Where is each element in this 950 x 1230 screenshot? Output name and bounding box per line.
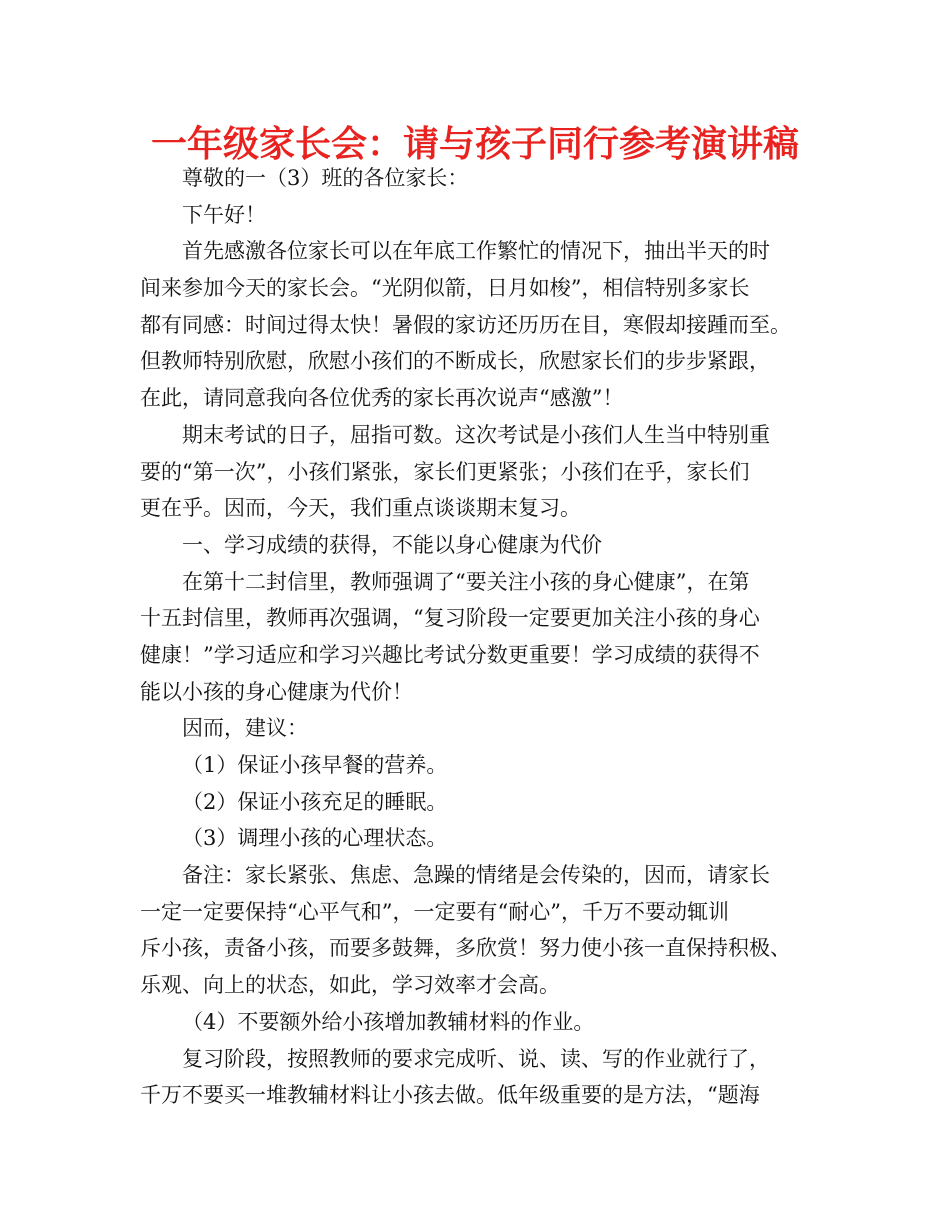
paragraph-line: 复习阶段，按照教师的要求完成听、说、读、写的作业就行了， [182,1046,770,1071]
paragraph-line: 下午好！ [182,202,266,227]
paragraph-line: 间来参加今天的家长会。“光阴似箭，日月如梭”，相信特别多家长 [140,276,750,301]
list-item: （4）不要额外给小孩增加教辅材料的作业。 [182,1009,595,1034]
paragraph-line: 更在乎。因而，今天，我们重点谈谈期末复习。 [140,496,581,521]
paragraph-line: 千万不要买一堆教辅材料让小孩去做。低年级重要的是方法，“题海 [140,1083,760,1108]
paragraph-line: 期末考试的日子，屈指可数。这次考试是小孩们人生当中特别重 [182,422,770,447]
document-title: 一年级家长会：请与孩子同行参考演讲稿 [150,124,799,165]
section-heading: 一、学习成绩的获得，不能以身心健康为代价 [182,532,602,557]
paragraph-line: 乐观、向上的状态，如此，学习效率才会高。 [140,973,560,998]
document-body [140,160,820,1114]
paragraph-line: 要的“第一次”，小孩们紧张，家长们更紧张；小孩们在乎，家长们 [140,459,750,484]
list-item: （2）保证小孩充足的睡眠。 [182,789,448,814]
paragraph-line: 十五封信里，教师再次强调，“复习阶段一定要更加关注小孩的身心 [140,606,760,631]
paragraph-line: 在此，请同意我向各位优秀的家长再次说声“感激”！ [140,386,624,411]
paragraph-line: 都有同感：时间过得太快！暑假的家访还历历在目，寒假却接踵而至。 [140,312,791,337]
paragraph-line: 在第十二封信里，教师强调了“要关注小孩的身心健康”，在第 [182,569,750,594]
paragraph-line: 因而，建议： [182,716,308,741]
paragraph-line: 首先感激各位家长可以在年底工作繁忙的情况下，抽出半天的时 [182,239,770,264]
list-item: （1）保证小孩早餐的营养。 [182,753,448,777]
list-item: （3）调理小孩的心理状态。 [182,826,448,851]
paragraph-line: 斥小孩，责备小孩，而要多鼓舞，多欣赏！努力使小孩一直保持积极、 [140,936,791,961]
paragraph-line: 一定一定要保持“心平气和”，一定要有“耐心”，千万不要动辄训 [140,899,729,924]
paragraph-line: 能以小孩的身心健康为代价！ [140,679,413,704]
paragraph-line: 备注：家长紧张、焦虑、急躁的情绪是会传染的，因而，请家长 [182,863,770,888]
paragraph-line: 健康！”学习适应和学习兴趣比考试分数更重要！学习成绩的获得不 [140,642,760,667]
paragraph-line: 但教师特别欣慰，欣慰小孩们的不断成长，欣慰家长们的步步紧跟， [140,349,770,374]
paragraph-line: 尊敬的一（3）班的各位家长： [182,166,469,190]
